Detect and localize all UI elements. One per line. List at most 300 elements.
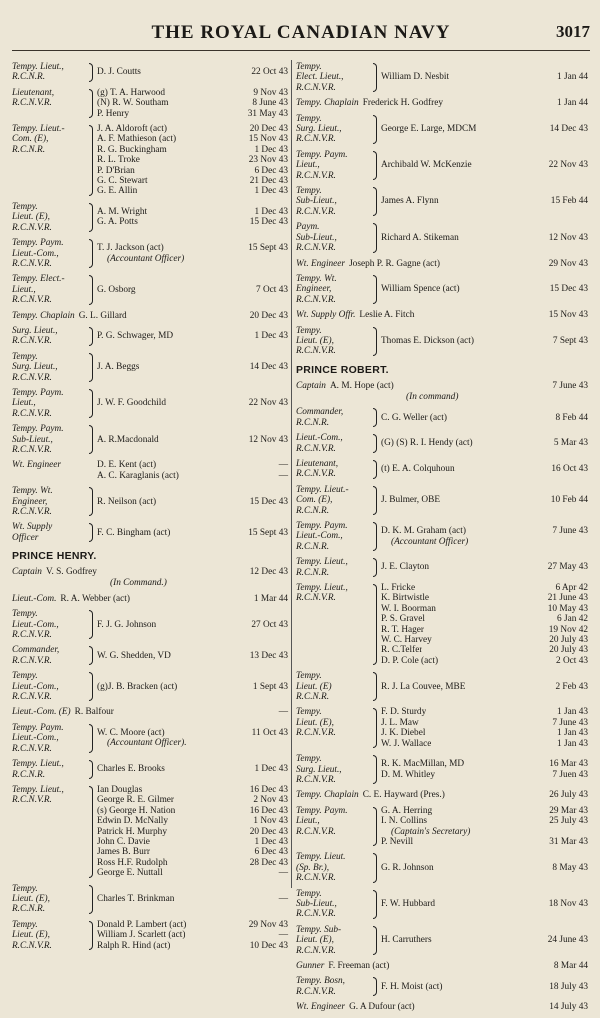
officer-row	[97, 764, 288, 774]
header-rule	[12, 50, 590, 51]
rank-label	[12, 884, 88, 915]
officer-row	[97, 785, 288, 795]
brace	[372, 557, 379, 578]
seniority-date: 12 Nov 43	[548, 232, 588, 243]
column-divider	[291, 60, 292, 888]
officer-list	[97, 62, 288, 83]
roll-entry	[12, 522, 288, 543]
rank-line: Lieutenant,	[12, 87, 55, 98]
officer-row	[381, 562, 588, 572]
rank-label	[12, 274, 88, 305]
officer-row	[97, 398, 288, 408]
rank-line: Lieut. (E),	[296, 935, 334, 946]
seniority-date: 1 Nov 43	[253, 816, 288, 827]
officer-row	[97, 217, 288, 227]
officer-row	[97, 837, 288, 847]
rank-line: Lieut. (E),	[296, 717, 334, 728]
officer-row	[97, 98, 288, 108]
seniority-date: 18 Nov 43	[548, 898, 588, 909]
rank-line: Tempy.	[296, 754, 322, 765]
seniority-date: 27 Oct 43	[251, 619, 288, 630]
rank-label	[296, 485, 372, 516]
roll-entry	[296, 274, 588, 305]
seniority-date: 11 Oct 43	[251, 728, 288, 739]
officer-list	[381, 186, 588, 217]
rank-line: R.C.N.V.R.	[12, 795, 52, 806]
seniority-date: —	[278, 893, 288, 904]
officer-name: R. J. La Couvee, MBE	[381, 681, 466, 692]
officer-list	[381, 889, 588, 920]
rank-label	[12, 388, 88, 419]
rank-label	[296, 150, 372, 181]
rank-line: R.C.N.R.	[12, 769, 46, 780]
seniority-date: 8 June 43	[252, 98, 288, 109]
officer-row	[97, 145, 288, 155]
seniority-date: 1 Jan 43	[557, 728, 588, 739]
rank-line: Surg. Lieut.,	[12, 362, 58, 373]
officer-list	[97, 274, 288, 305]
left-tail-entries	[12, 486, 288, 543]
seniority-date: —	[278, 930, 288, 941]
rank-label	[296, 852, 372, 883]
robert-chaplain-line: Tempy. Chaplain C. E. Hayward (Pres.) 26 July 43	[296, 790, 588, 801]
seniority-date: 1 Jan 43	[557, 707, 588, 718]
rank-label	[296, 326, 372, 357]
officer-name: F. C. Bingham (act)	[97, 527, 171, 538]
brace	[372, 852, 379, 883]
rank-line: R.C.N.V.R.	[12, 336, 52, 347]
brace	[88, 238, 95, 269]
left-top-entries	[12, 62, 288, 306]
seniority-date: 28 Dec 43	[249, 857, 288, 868]
seniority-date: 15 Dec 43	[549, 284, 588, 295]
rank-line: R.C.N.V.R.	[12, 940, 52, 951]
officer-name: F. H. Moist (act)	[381, 981, 443, 992]
officer-name: (g) T. A. Harwood	[97, 87, 166, 98]
officer-name: R. K. MacMillan, MD	[381, 759, 465, 770]
officer-name: W. G. Shedden, VD	[97, 650, 171, 661]
seniority-date: —	[278, 868, 288, 879]
rank-line: R.C.N.R.	[296, 417, 330, 428]
seniority-date: 7 June 43	[552, 526, 588, 537]
seniority-date: 1 Sept 43	[252, 681, 288, 692]
seniority-date: 15 Nov 43	[248, 134, 288, 145]
brace	[88, 759, 95, 780]
roll-entry	[12, 326, 288, 347]
seniority-date: 7 Oct 43	[255, 284, 288, 295]
brace	[88, 785, 95, 879]
officer-row	[381, 899, 588, 909]
rank-line: R.C.N.V.R.	[12, 630, 52, 641]
rank-line: Lieut.-Com.,	[12, 733, 59, 744]
seniority-date: 15 Sept 43	[248, 243, 288, 254]
rank-line: (Sp. Br.),	[296, 862, 330, 873]
officer-list	[97, 388, 288, 419]
seniority-date: 16 Dec 43	[249, 784, 288, 795]
officer-name: P. S. Gravel	[381, 614, 425, 625]
seniority-date: 10 Feb 44	[550, 495, 588, 506]
henry-lcom-line: Lieut.-Com. R. A. Webber (act) 1 Mar 44	[12, 593, 288, 604]
section-prince-henry: PRINCE HENRY.	[12, 550, 97, 563]
officer-name: W. I. Boorman	[381, 603, 436, 614]
officer-name: Thomas E. Dickson (act)	[381, 335, 474, 346]
rank-label	[296, 274, 372, 305]
rank-line: R.C.N.R.	[12, 144, 46, 155]
rank-line: Tempy. Paym.	[12, 722, 64, 733]
seniority-date: 6 Apr 42	[555, 583, 588, 593]
rank-label	[296, 754, 372, 785]
officer-row	[381, 806, 588, 816]
rank-label	[12, 62, 88, 83]
officer-name: P. D'Brian	[97, 165, 135, 176]
officer-row	[381, 464, 588, 474]
brace	[88, 352, 95, 383]
officer-row	[97, 109, 288, 119]
rank-line: R.C.N.R.	[296, 505, 330, 516]
brace	[372, 274, 379, 305]
brace	[88, 388, 95, 419]
roll-entry	[296, 707, 588, 749]
officer-name: H. Carruthers	[381, 935, 432, 946]
rank-line: Tempy. Wt.	[296, 273, 337, 284]
rank-label	[296, 521, 372, 552]
officer-name: C. G. Weller (act)	[381, 412, 447, 423]
rank-line: Tempy. Lieut.,	[296, 557, 348, 568]
rank-line: Sub-Lieut.,	[296, 232, 337, 243]
officer-row	[97, 620, 288, 630]
officer-row	[381, 982, 588, 992]
brace	[88, 522, 95, 543]
roll-entry	[296, 557, 588, 578]
right-wt-engineer-line: Wt. Engineer Joseph P. R. Gagne (act) 29 Nov 43	[296, 258, 588, 269]
rank-line: Tempy.	[12, 201, 38, 212]
seniority-date: 1 Dec 43	[254, 144, 288, 155]
officer-row	[381, 837, 588, 847]
officer-list	[381, 433, 588, 454]
robert-entries	[296, 407, 588, 785]
seniority-date: 1 Dec 43	[254, 207, 288, 218]
officer-row	[381, 614, 588, 624]
officer-row	[97, 124, 288, 134]
brace	[372, 754, 379, 785]
officer-name: F. J. G. Johnson	[97, 619, 157, 630]
officer-list	[97, 238, 288, 269]
officer-name: J. L. Maw	[381, 717, 419, 728]
roll-entry	[296, 222, 588, 253]
brace	[372, 62, 379, 93]
brace	[372, 222, 379, 253]
rank-line: R.C.N.V.R.	[296, 170, 336, 181]
henry-captain-sub: (In Command.)	[110, 578, 167, 589]
rank-label	[12, 522, 88, 543]
seniority-date: 8 May 43	[552, 862, 588, 873]
officer-name: Donald P. Lambert (act)	[97, 919, 187, 930]
roll-entry	[296, 150, 588, 181]
seniority-date: 21 June 43	[547, 593, 588, 604]
officer-row	[97, 67, 288, 77]
rank-line: R.C.N.V.R.	[12, 445, 52, 455]
officer-name: George E. Large, MDCM	[381, 124, 477, 135]
rank-line: Tempy.	[12, 609, 38, 620]
rank-line: Tempy.	[12, 883, 38, 894]
officer-name: Archibald W. McKenzie	[381, 160, 472, 171]
officer-list	[97, 424, 288, 455]
brace	[88, 124, 95, 197]
rank-label	[296, 671, 372, 702]
seniority-date: 9 Nov 43	[253, 87, 288, 98]
seniority-date: 24 June 43	[547, 935, 588, 946]
seniority-date: 22 Nov 43	[548, 160, 588, 171]
officer-name: George R. E. Gilmer	[97, 795, 175, 806]
officer-row	[381, 656, 588, 666]
seniority-date: 10 May 43	[547, 603, 588, 614]
officer-row	[97, 941, 288, 951]
rank-line: Officer	[12, 532, 39, 543]
rank-line: R.C.N.V.R.	[12, 98, 52, 109]
officer-row	[381, 625, 588, 635]
rank-line: Lieut. (E),	[12, 893, 50, 904]
page-number: 3017	[556, 22, 590, 41]
officer-row	[381, 526, 588, 536]
officer-name: William D. Nesbit	[381, 72, 450, 83]
officer-row	[97, 651, 288, 661]
officer-name: R. C.Telfer	[381, 645, 423, 656]
right-entries	[296, 114, 588, 254]
roll-entry	[12, 723, 288, 754]
seniority-date: 29 Nov 43	[248, 919, 288, 930]
officer-name: J. A. Beggs	[97, 362, 140, 373]
rank-line: Tempy. Lieut.,	[296, 583, 348, 593]
officer-row	[97, 155, 288, 165]
rank-label	[296, 976, 372, 997]
officer-row	[381, 196, 588, 206]
rank-line: R.C.N.V.R.	[12, 655, 52, 666]
officer-row	[381, 438, 588, 448]
officer-name: D. K. M. Graham (act)	[381, 526, 466, 537]
officer-row	[97, 682, 288, 692]
officer-row	[381, 635, 588, 645]
officer-row	[381, 495, 588, 505]
rank-line: R.C.N.V.R.	[296, 593, 336, 604]
seniority-date: 22 Nov 43	[248, 398, 288, 409]
officer-name: (t) E. A. Colquhoun	[381, 464, 455, 475]
rank-line: Sub-Lieut.,	[12, 434, 53, 445]
officer-list	[97, 609, 288, 640]
officer-name: Charles E. Brooks	[97, 764, 165, 775]
brace	[372, 707, 379, 749]
appointment-note: (Accountant Officer)	[107, 253, 185, 264]
brace	[372, 806, 379, 848]
brace	[88, 326, 95, 347]
rank-line: Tempy.	[12, 671, 38, 682]
robert-entries-2	[296, 806, 588, 956]
seniority-date: 25 July 43	[549, 816, 588, 827]
rank-line: R.C.N.R.	[296, 541, 330, 552]
roll-entry	[296, 806, 588, 848]
rank-line: R.C.N.V.R.	[12, 372, 52, 383]
rank-label	[12, 124, 88, 197]
rank-line: Surg. Lieut.,	[296, 764, 342, 775]
rank-label	[12, 326, 88, 347]
officer-name: G. A. Herring	[381, 805, 433, 816]
rank-line: Lieut. (E),	[12, 212, 50, 223]
officer-row	[97, 207, 288, 217]
rank-line: Tempy.	[12, 351, 38, 362]
rank-label	[296, 62, 372, 93]
right-top-entries	[296, 62, 588, 93]
rank-label	[12, 723, 88, 754]
officer-name: Richard A. Stikeman	[381, 232, 459, 243]
rank-line: Com. (E),	[12, 134, 49, 145]
rank-line: R.C.N.V.R.	[296, 909, 336, 920]
brace	[88, 486, 95, 517]
henry-entries	[12, 609, 288, 702]
rank-line: Tempy. Sub-	[296, 924, 342, 935]
rank-line: Lieut.,	[12, 284, 36, 295]
seniority-date: 1 Dec 43	[254, 764, 288, 775]
roll-entry	[296, 976, 588, 997]
rank-label	[12, 785, 88, 879]
right-supply-line: Wt. Supply Offr. Leslie A. Fitch 15 Nov 43	[296, 310, 588, 321]
seniority-date: 20 July 43	[549, 635, 588, 646]
rank-line: Lieut.-Com.,	[12, 248, 59, 259]
officer-name: P. Henry	[97, 108, 130, 119]
officer-name: (g)J. B. Bracken (act)	[97, 681, 178, 692]
roll-entry	[296, 521, 588, 552]
roll-entry	[296, 583, 588, 666]
rank-line: Tempy. Wt.	[12, 486, 53, 497]
rank-line: Tempy. Lieut.,	[12, 784, 64, 795]
robert-captain-line: Captain A. M. Hope (act) 7 June 43	[296, 380, 588, 391]
officer-row	[381, 160, 588, 170]
officer-row	[381, 863, 588, 873]
rank-label	[12, 759, 88, 780]
rank-line: Tempy. Lieut.	[296, 852, 346, 863]
roll-entry	[296, 459, 588, 480]
right-entries-3	[296, 326, 588, 357]
henry-entries-2	[12, 723, 288, 951]
roll-entry	[296, 925, 588, 956]
officer-row	[97, 858, 288, 868]
brace	[88, 920, 95, 951]
left-chaplain-line: Tempy. Chaplain G. L. Gillard 20 Dec 43	[12, 310, 288, 321]
rank-line: R.C.N.V.R.	[12, 692, 52, 703]
officer-row	[381, 284, 588, 294]
roll-entry	[296, 671, 588, 702]
seniority-date: 23 Nov 43	[248, 155, 288, 166]
seniority-date: 20 Dec 43	[249, 124, 288, 135]
roll-entry	[12, 920, 288, 951]
officer-list	[381, 274, 588, 305]
seniority-date: 2 Oct 43	[555, 655, 588, 666]
officer-list	[97, 202, 288, 233]
right-chaplain-line: Tempy. Chaplain Frederick H. Godfrey 1 Jan 44	[296, 98, 588, 109]
officer-list	[97, 326, 288, 347]
rank-line: R.C.N.V.R.	[296, 443, 336, 454]
henry-lcom-e-line: Lieut.-Com. (E) R. Balfour —	[12, 707, 288, 718]
seniority-date: 15 Dec 43	[249, 217, 288, 228]
roll-entry	[296, 186, 588, 217]
roll-entry	[12, 238, 288, 269]
rank-line: R.C.N.V.R.	[296, 82, 336, 93]
seniority-date: 6 Dec 43	[254, 165, 288, 176]
henry-captain-line: Captain V. S. Godfrey 12 Dec 43	[12, 567, 288, 577]
officer-list	[381, 925, 588, 956]
officer-name: J. A. Aldoroft (act)	[97, 124, 167, 135]
roll-entry	[12, 609, 288, 640]
roll-entry	[12, 424, 288, 455]
rank-line: R.C.N.R.	[12, 904, 46, 915]
rank-label	[12, 352, 88, 383]
appointment-note: (Accountant Officer).	[107, 738, 187, 749]
officer-list	[97, 124, 288, 197]
rank-line: Surg. Lieut.,	[296, 124, 342, 135]
rank-line: R.C.N.V.R.	[296, 294, 336, 305]
section-prince-robert: PRINCE ROBERT.	[296, 363, 389, 376]
rank-line: Lieut.-Com.,	[296, 531, 343, 542]
officer-name: G. R. Johnson	[381, 862, 434, 873]
rank-line: Lieut. (E),	[296, 335, 334, 346]
brace	[88, 671, 95, 702]
rank-line: Elect. Lieut.,	[296, 72, 344, 83]
rank-line: Commander,	[296, 407, 344, 418]
officer-row	[381, 593, 588, 603]
rank-label	[296, 459, 372, 480]
officer-name: James A. Flynn	[381, 196, 439, 207]
rank-line: R.C.N.V.R.	[296, 243, 336, 254]
officer-row	[97, 847, 288, 857]
officer-row	[381, 707, 588, 717]
appointment-note: (Accountant Officer)	[391, 536, 469, 547]
seniority-date: 10 Dec 43	[249, 940, 288, 951]
rank-line: R.C.N.V.R.	[296, 873, 336, 884]
rank-line: Tempy. Paym.	[296, 520, 348, 531]
seniority-date: 14 Dec 43	[249, 362, 288, 373]
officer-list	[381, 485, 588, 516]
brace	[372, 976, 379, 997]
brace	[372, 150, 379, 181]
officer-name: W. C. Harvey	[381, 635, 432, 646]
officer-row	[97, 134, 288, 144]
rank-line: R.C.N.R.	[296, 567, 330, 578]
rank-line: Engineer,	[12, 496, 48, 507]
rank-line: Tempy.	[296, 671, 322, 682]
officer-list	[381, 521, 588, 552]
rank-label	[296, 114, 372, 145]
brace	[372, 407, 379, 428]
officer-list	[97, 671, 288, 702]
seniority-date: 18 July 43	[549, 981, 588, 992]
officer-row	[381, 728, 588, 738]
officer-row	[97, 528, 288, 538]
officer-name: William J. Scarlett (act)	[97, 930, 186, 941]
rank-label	[12, 238, 88, 269]
rank-line: Com. (E),	[296, 495, 333, 506]
officer-row	[97, 186, 288, 196]
seniority-date: 13 Dec 43	[249, 650, 288, 661]
officer-name: Ralph R. Hind (act)	[97, 940, 171, 951]
officer-name: (N) R. W. Southam	[97, 98, 169, 109]
officer-name: R. T. Hager	[381, 624, 425, 635]
rank-line: Tempy. Lieut.-	[296, 484, 349, 495]
officer-row	[97, 435, 288, 445]
roll-entry	[296, 852, 588, 883]
officer-name: James B. Burr	[97, 847, 150, 858]
officer-row	[381, 718, 588, 728]
rank-label	[296, 925, 372, 956]
officer-name: F. D. Sturdy	[381, 707, 427, 718]
roll-entry	[12, 785, 288, 879]
